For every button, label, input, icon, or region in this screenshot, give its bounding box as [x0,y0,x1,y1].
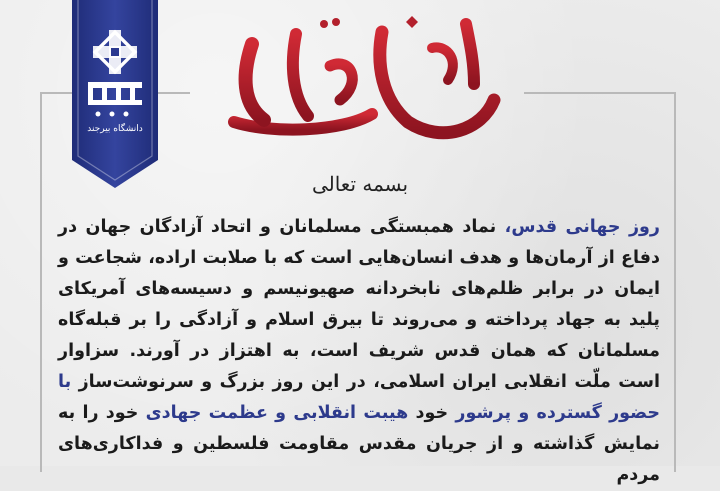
university-badge [72,0,158,190]
highlight-quds-day: روز جهانی قدس، [504,217,661,237]
frame-border-top-right [524,92,674,94]
title-calligraphy [212,4,512,164]
paragraph-part-3: خود را به نمایش گذاشته و از جریان مقدس مقاومت فلسطین و فداکاری‌های مردم [58,403,660,485]
university-label: دانشگاه بیرجند [87,124,143,134]
highlight-presence: با حضور گسترده و پرشور [58,372,660,423]
paragraph-part-1: نماد همبستگی مسلمانان و اتحاد آزادگان جهان در دفاع از آرمان‌ها و هدف انسان‌هایی است که با صلابت اراده، شجاعت و ایمان در برابر ظلم‌های نابخردانه صهیونیسم و دسیسه‌های آمریکای پلید به جهاد پرداخته و می‌روند تا بیرق اسلام و آزادگی را بر قبله‌گاه مسلمانان که همان قدس شریف است، به اهتزاز در آورند. سزاوار است ملّت انقلابی ایران اسلامی، در این روز بزرگ و سرنوشت‌ساز [58,217,660,392]
badge-ribbon-icon [72,0,158,190]
paragraph-part-2: خود [408,403,456,423]
frame-border-left [40,92,42,472]
al-quds-calligraphy-icon [212,4,512,164]
highlight-majesty: هیبت انقلابی و عظمت جهادی [145,403,409,423]
statement-paragraph [58,212,660,491]
bismillah: بسمه تعالی [311,172,409,196]
frame-border-right [674,92,676,472]
